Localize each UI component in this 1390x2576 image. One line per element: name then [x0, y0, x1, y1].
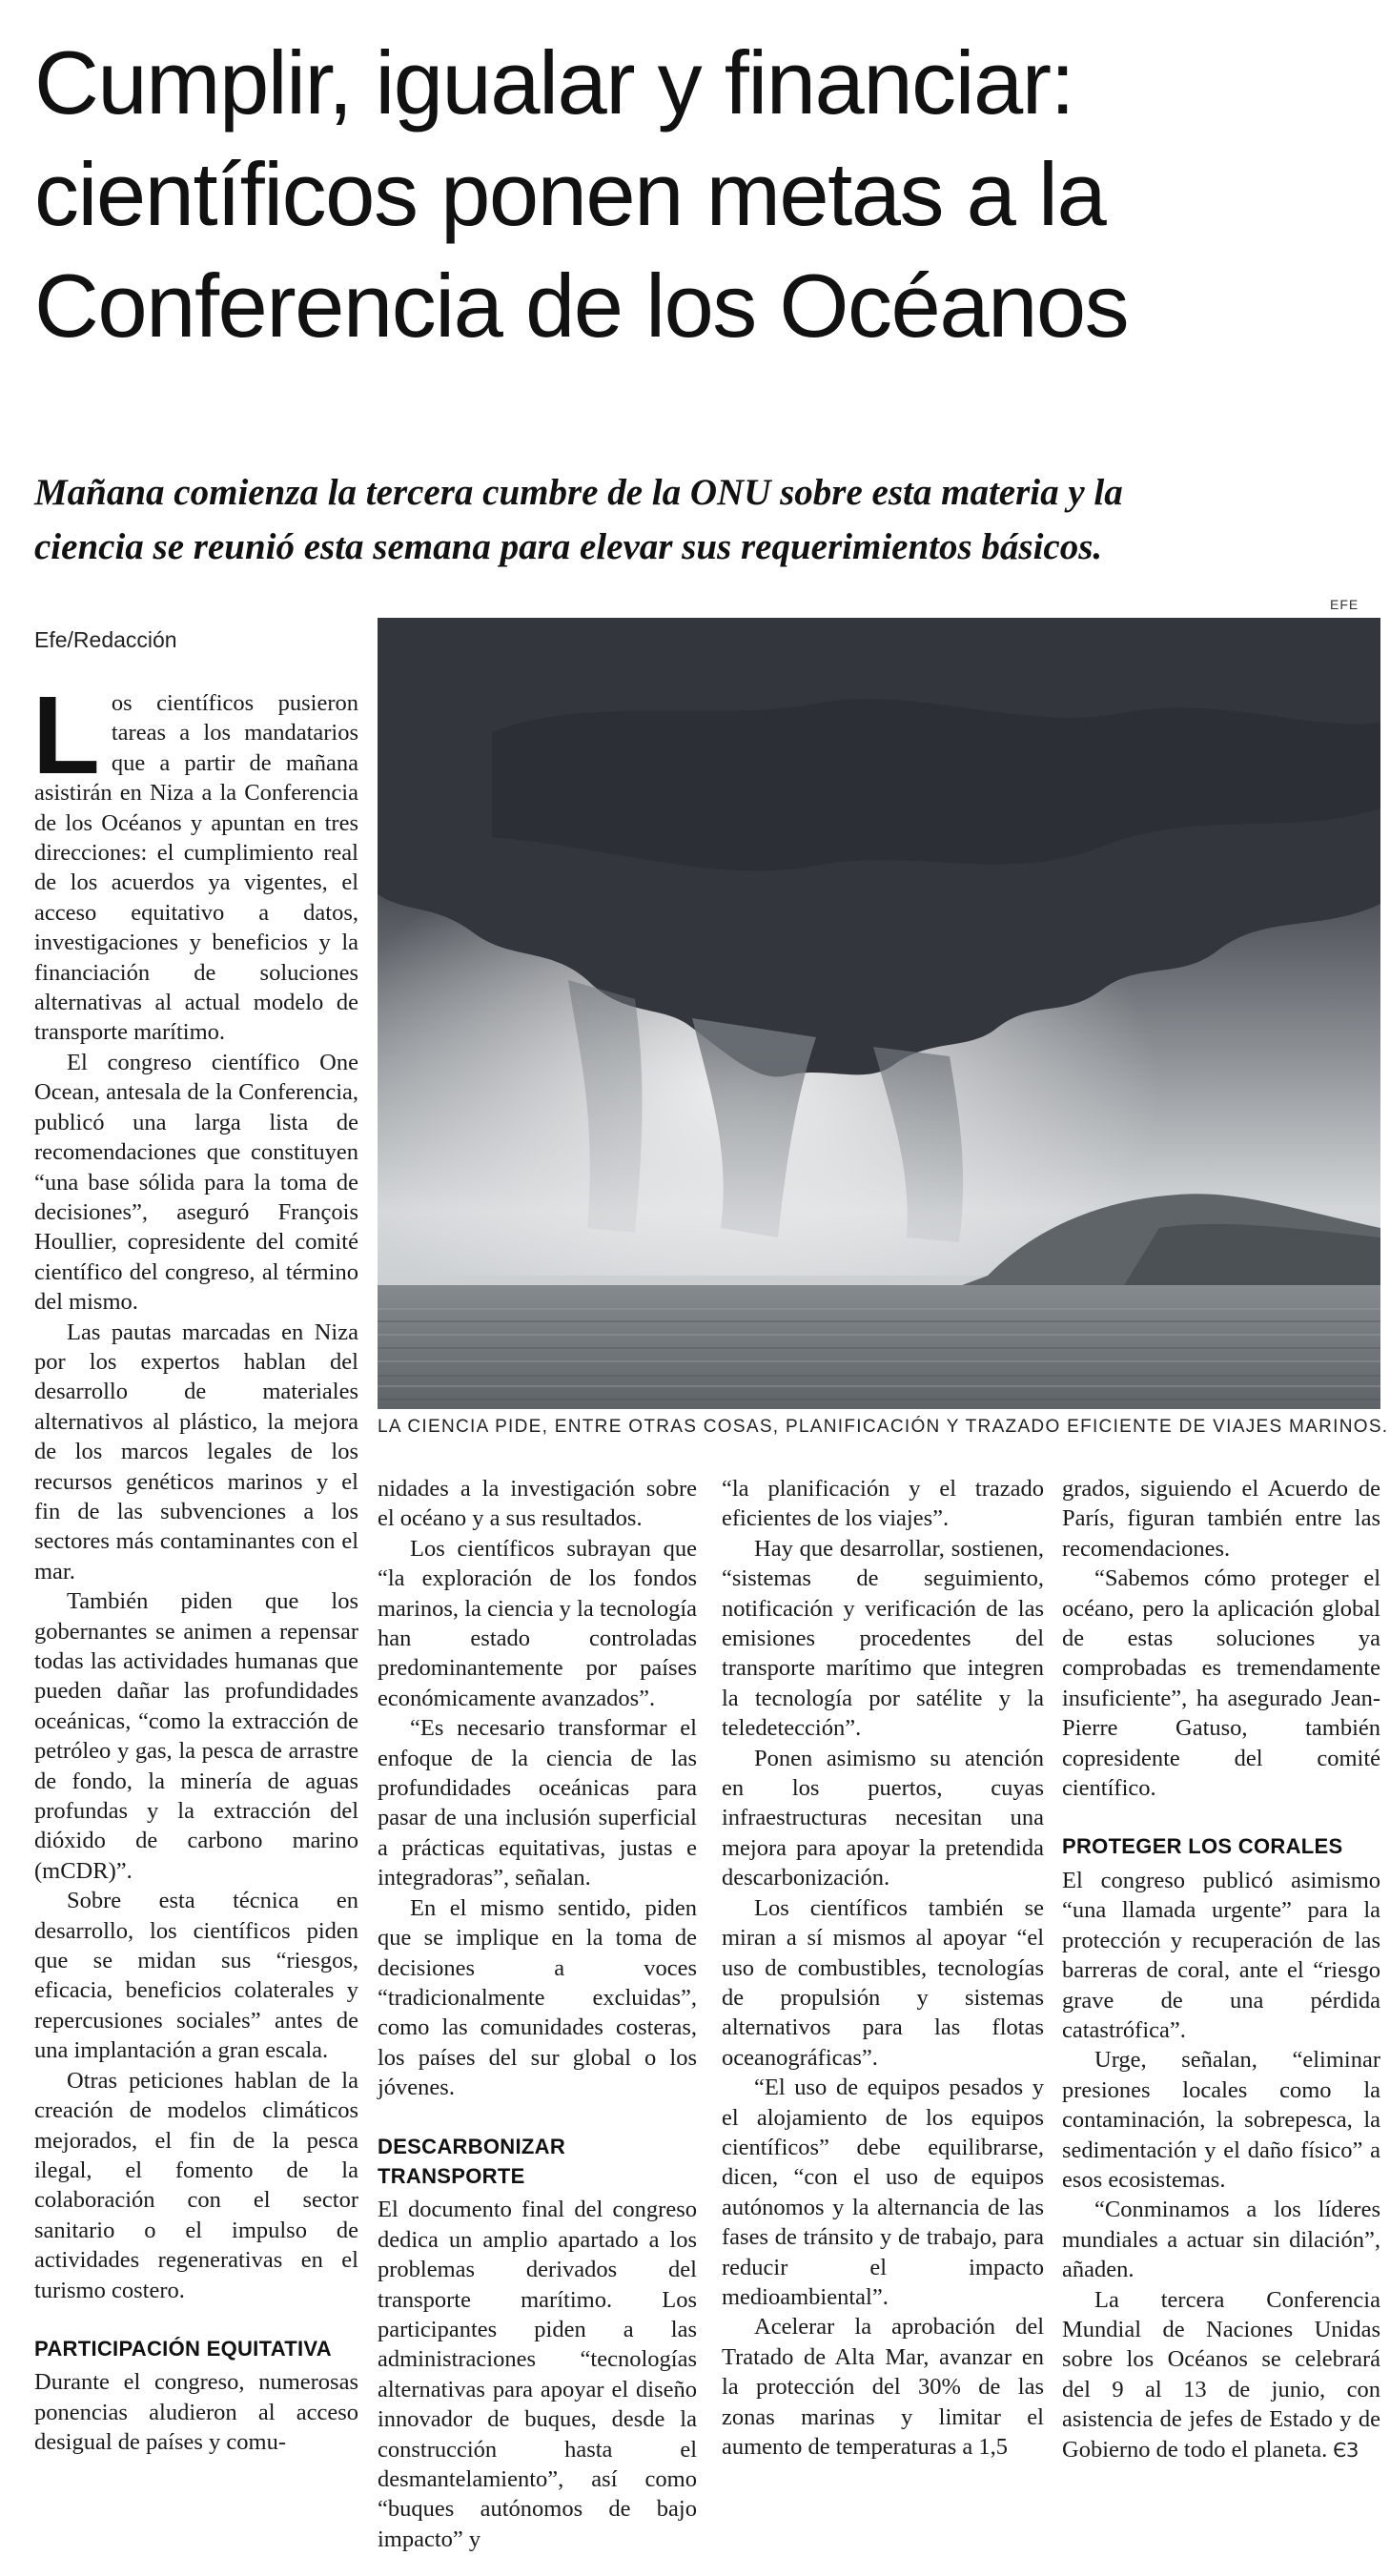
article-column-2 [378, 1474, 697, 2554]
byline: Efe/Redacción [34, 627, 177, 652]
paragraph: “la planificación y el trazado eficientes de los viajes”. [722, 1476, 1044, 1532]
photo-credit: EFE [1330, 597, 1359, 612]
paragraph: Ponen asimismo su atención en los puertos, cuyas infraestructuras necesitan una mejora para apoyar la pretendida descarbonización. [722, 1745, 1044, 1891]
paragraph: Los científicos subrayan que “la exploración de los fondos marinos, la ciencia y la tecnología han estado controladas predominantemente por países económicamente avanzados”. [378, 1535, 697, 1711]
subtitle-line: ciencia se reunió esta semana para elevar sus requerimientos básicos. [34, 526, 1103, 567]
article-column-1 [32, 673, 358, 2458]
paragraph: Los científicos también se miran a sí mismos al apoyar “el uso de combustibles, tecnologías de propulsión y sistemas alternativos para las flotas oceanográficas”. [722, 1894, 1044, 2071]
subtitle [34, 465, 1369, 574]
paragraph: grados, siguiendo el Acuerdo de París, figuran también entre las recomendaciones. [1062, 1476, 1380, 1562]
paragraph-text: os científicos pusieron tareas a los mandatarios que a partir de mañana asistirán en Niza a la Conferencia de los Océanos y apuntan en tres direcciones: el cumplimiento real de los acuerdos ya vigentes, el acceso equitativo a datos, investigaciones y beneficios y la financiación de soluciones alternativas al actual modelo de transporte marítimo. [34, 690, 358, 1046]
section-heading: PARTICIPACIÓN EQUITATIVA [34, 2336, 332, 2361]
dropcap: L [32, 673, 100, 797]
article-column-3 [722, 1474, 1044, 2462]
paragraph: Urge, señalan, “eliminar presiones locales como la contaminación, la sobrepesca, la sedimentación y el daño físico” a esos ecosistemas. [1062, 2047, 1380, 2193]
section-heading: DESCARBONIZAR TRANSPORTE [378, 2134, 566, 2188]
paragraph: El congreso publicó asimismo “una llamada urgente” para la protección y recuperación de las barreras de coral, ante el “riesgo grave de una pérdida catastrófica”. [1062, 1867, 1380, 2043]
paragraph: Durante el congreso, numerosas ponencias aludieron al acceso desigual de países y comu- [34, 2369, 358, 2456]
paragraph [32, 673, 358, 1048]
subtitle-line: Mañana comienza la tercera cumbre de la ONU sobre esta materia y la [34, 472, 1123, 513]
paragraph: El congreso científico One Ocean, antesala de la Conferencia, publicó una larga lista de recomendaciones que constituyen “una base sólida para la toma de decisiones”, aseguró François Houllier, copresidente del comité científico del congreso, al término del mismo. [34, 1049, 358, 1316]
end-of-article-mark: ЄЗ [1333, 2438, 1359, 2462]
paragraph: “Es necesario transformar el enfoque de la ciencia de las profundidades oceánicas para pasar de una inclusión superficial a prácticas equitativas, justas e integradoras”, señalan. [378, 1715, 697, 1891]
article-column-4 [1062, 1474, 1380, 2465]
paragraph-text: La tercera Conferencia Mundial de Naciones Unidas sobre los Océanos se celebrará del 9 al 13 de junio, con asistencia de jefes de Estado y de Gobierno de todo el planeta. [1062, 2286, 1380, 2463]
photo-caption: LA CIENCIA PIDE, ENTRE OTRAS COSAS, PLANIFICACIÓN Y TRAZADO EFICIENTE DE VIAJES MARINOS. [378, 1417, 1389, 1437]
paragraph: También piden que los gobernantes se animen a repensar todas las actividades humanas que pueden dañar las profundidades oceánicas, “como la extracción de petróleo y gas, la pesca de arrastre de fondo, la minería de aguas profundas y la extracción del dióxido de carbono marino (mCDR)”. [34, 1588, 358, 1884]
paragraph: El documento final del congreso dedica un amplio apartado a los problemas derivados del transporte marítimo. Los participantes piden a las administraciones “tecnologías alternativas para apoyar el diseño innovador de buques, desde la construcción hasta el desmantelamiento”, así como “buques autónomos de bajo impacto” y [378, 2197, 697, 2552]
paragraph: “El uso de equipos pesados y el alojamiento de los equipos científicos” debe equilibrarse, dicen, “con el uso de equipos autónomos y la alternancia de las fases de tránsito y de trabajo, para reducir el impacto medioambiental”. [722, 2075, 1044, 2310]
paragraph: Sobre esta técnica en desarrollo, los científicos piden que se midan sus “riesgos, eficacia, beneficios colaterales y repercusiones sociales” antes de una implantación a gran escala. [34, 1888, 358, 2064]
paragraph: “Sabemos cómo proteger el océano, pero la aplicación global de estas soluciones ya comprobadas es tremendamente insuficiente”, ha asegurado Jean-Pierre Gatuso, también copresidente del comité científico. [1062, 1565, 1380, 1802]
paragraph: nidades a la investigación sobre el océano y a sus resultados. [378, 1476, 697, 1532]
paragraph [1062, 2285, 1380, 2465]
paragraph: Las pautas marcadas en Niza por los expertos hablan del desarrollo de materiales alternativos al plástico, la mejora de los marcos legales de los recursos genéticos marinos y el fin de las subvenciones a los sectores más contaminantes con el mar. [34, 1319, 358, 1584]
paragraph: En el mismo sentido, piden que se implique en la toma de decisiones a voces “tradicionalmente excluidas”, como las comunidades costeras, los países del sur global o los jóvenes. [378, 1894, 697, 2101]
paragraph: Hay que desarrollar, sostienen, “sistemas de seguimiento, notificación y verificación de las emisiones procedentes del transporte marítimo que integren la tecnología por satélite y la teledetección”. [722, 1535, 1044, 1742]
headline-line: Cumplir, igualar y financiar: [34, 32, 1074, 133]
headline-line: Conferencia de los Océanos [34, 256, 1129, 356]
paragraph: Acelerar la aprobación del Tratado de Alta Mar, avanzar en la protección del 30% de las zonas marinas y limitar el aumento de temperaturas a 1,5 [722, 2314, 1044, 2460]
headline [34, 27, 1369, 361]
paragraph: “Conminamos a los líderes mundiales a actuar sin dilación”, añaden. [1062, 2197, 1380, 2283]
paragraph: Otras peticiones hablan de la creación de modelos climáticos mejorados, el fin de la pesca ilegal, el fomento de la colaboración con el sector sanitario o el impulso de actividades regenerativas en el turismo costero. [34, 2067, 358, 2303]
storm-over-sea-photo [378, 618, 1380, 1409]
headline-line: científicos ponen metas a la [34, 144, 1106, 244]
section-heading: PROTEGER LOS CORALES [1062, 1834, 1343, 1859]
